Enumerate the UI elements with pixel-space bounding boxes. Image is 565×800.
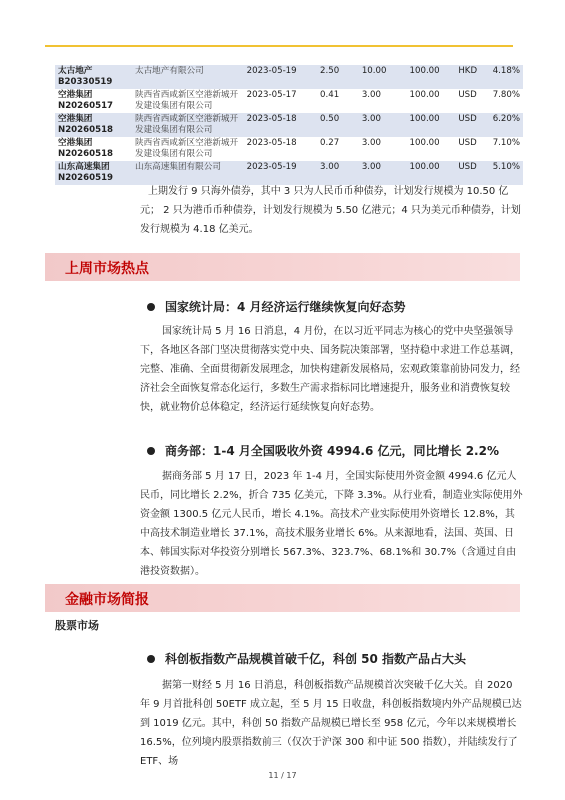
subsection-title: 股票市场 [55, 619, 99, 632]
price-cell: 100.00 [407, 113, 456, 137]
news-headline: 国家统计局：4 月经济运行继续恢复向好态势 [165, 300, 406, 314]
news-body: 据第一财经 5 月 16 日消息，科创板指数产品规模首次突破千亿大关。自 2020 年 9 月首批科创 50ETF 成立起，至 5 月 15 日收盘，科创板指数境内外产品规模已达到 1019 亿元。其中，科创 50 指数产品规模已增长至 958 亿元，今年以来规模增长 16.5%，位列境内股票指数前三（仅次于沪深 300 和中证 500 指数），并陆续发行了 ETF、场 [140, 680, 522, 767]
table-row [55, 65, 523, 89]
news-headline: 商务部：1-4 月全国吸收外资 4994.6 亿元，同比增长 2.2% [165, 444, 499, 458]
term-cell: 3.00 [361, 90, 381, 100]
table-row [55, 89, 523, 113]
section-banner-hot [45, 253, 520, 281]
issuer-cell: 山东高速集团有限公司 [132, 161, 244, 185]
section-banner-market [45, 584, 520, 612]
issue-date-cell: 2023-05-19 [244, 65, 317, 89]
bullet-icon [147, 303, 155, 311]
amount-cell: 0.41 [320, 90, 340, 100]
section-title: 金融市场简报 [65, 592, 149, 608]
news-body: 据商务部 5 月 17 日，2023 年 1-4 月，全国实际使用外资金额 4994.6 亿元人民币，同比增长 2.2%，折合 735 亿美元，下降 3.3%。从行业看，制造业实际使用外资金额 1300.5 亿元人民币，增长 4.1%。高技术产业实际使用外资增长 12.8%，其中高技术制造业增长 37.1%，高技术服务业增长 6%。从来源地看，法国、英国、日本、韩国实际对华投资分别增长 567.3%、323.7%、68.1%和 30.7%（含通过自由港投资数据）。 [140, 471, 523, 577]
price-cell: 100.00 [407, 161, 456, 185]
amount-cell: 0.27 [320, 138, 340, 148]
table-row [55, 113, 523, 137]
section-title: 上周市场热点 [65, 261, 149, 277]
issue-date-cell: 2023-05-18 [244, 113, 317, 137]
bond-code-cell: 空港集团 N20260518 [58, 138, 114, 159]
bullet-icon [147, 655, 155, 663]
issue-date-cell: 2023-05-17 [246, 90, 297, 100]
amount-cell: 3.00 [317, 161, 359, 185]
bond-code-cell: 空港集团 N20260517 [58, 90, 114, 111]
coupon-cell: 7.10% [492, 138, 520, 148]
price-cell: 100.00 [409, 138, 440, 148]
term-cell: 3.00 [359, 113, 407, 137]
issuer-cell: 太古地产有限公司 [132, 65, 244, 89]
coupon-cell: 4.18% [487, 65, 523, 89]
term-cell: 3.00 [359, 161, 407, 185]
price-cell: 100.00 [409, 90, 440, 100]
bullet-icon [147, 447, 155, 455]
issue-date-cell: 2023-05-18 [246, 138, 297, 148]
price-cell: 100.00 [407, 65, 456, 89]
currency-cell: USD [458, 138, 477, 148]
currency-cell: USD [458, 90, 477, 100]
bond-issuance-table [55, 65, 523, 185]
issuer-cell: 陕西省西咸新区空港新城开发建设集团有限公司 [134, 138, 239, 159]
currency-cell: USD [455, 161, 487, 185]
term-cell: 10.00 [359, 65, 407, 89]
coupon-cell: 5.10% [487, 161, 523, 185]
currency-cell: USD [455, 113, 487, 137]
news-headline: 科创板指数产品规模首破千亿，科创 50 指数产品占大头 [165, 652, 467, 666]
coupon-cell: 7.80% [492, 90, 520, 100]
bond-code-cell: 山东高速集团 N20260519 [55, 161, 132, 185]
issuer-cell: 陕西省西咸新区空港新城开发建设集团有限公司 [134, 90, 239, 111]
term-cell: 3.00 [361, 138, 381, 148]
news-body: 国家统计局 5 月 16 日消息，4 月份，在以习近平同志为核心的党中央坚强领导下，各地区各部门坚决贯彻落实党中央、国务院决策部署，坚持稳中求进工作总基调，完整、准确、全面贯彻新发展理念，加快构建新发展格局，宏观政策靠前协同发力，经济社会全面恢复常态化运行，多数生产需求指标同比增速提升，服务业和消费恢复较快，就业物价总体稳定，经济运行延续恢复向好态势。 [140, 326, 520, 413]
coupon-cell: 6.20% [487, 113, 523, 137]
amount-cell: 0.50 [317, 113, 359, 137]
bond-code-cell: 空港集团 N20260518 [55, 113, 132, 137]
issuance-summary: 上期发行 9 只海外债券，其中 3 只为人民币币种债券，计划发行规模为 10.50 亿元； 2 只为港币币种债券，计划发行规模为 5.50 亿港元；4 只为美元币种债券，计划发行规模为 4.18 亿美元。 [140, 186, 521, 235]
header-rule [45, 45, 513, 47]
issue-date-cell: 2023-05-19 [244, 161, 317, 185]
amount-cell: 2.50 [317, 65, 359, 89]
issuer-cell: 陕西省西咸新区空港新城开发建设集团有限公司 [132, 113, 244, 137]
page-number: 11 / 17 [268, 771, 297, 780]
table-row [55, 137, 523, 161]
bond-code-cell: 太古地产 B20330519 [55, 65, 132, 89]
currency-cell: HKD [455, 65, 487, 89]
